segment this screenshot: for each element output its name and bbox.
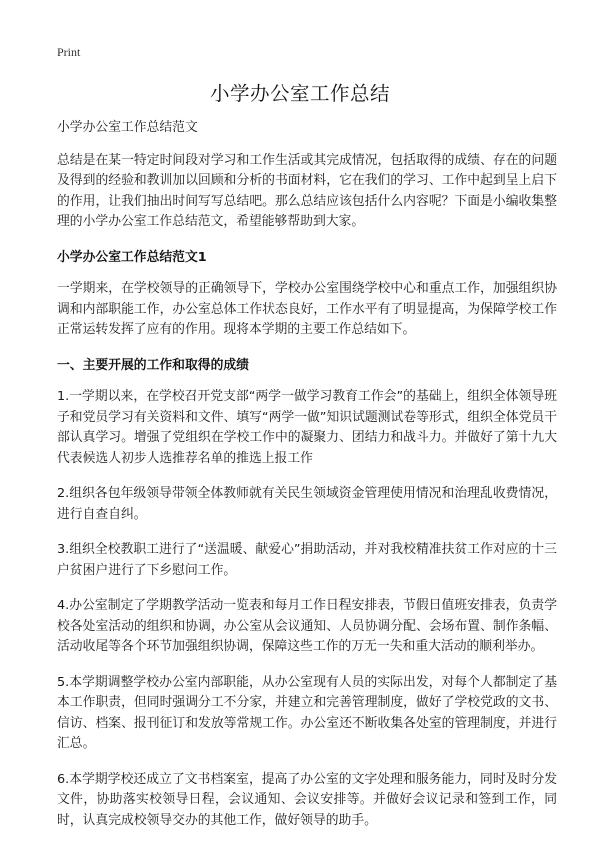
document-title: 小学办公室工作总结 [209, 82, 390, 105]
work-item-2: 2.组织各包年级领导带领全体教师就有关民生领域资金管理使用情况和治理乱收费情况，进行自查自纠。 [57, 486, 557, 522]
part-heading: 一、主要开展的工作和取得的成绩 [57, 357, 249, 373]
section-intro-paragraph: 一学期来，在学校领导的正确领导下，学校办公室围绕学校中心和重点工作，加强组织协调和内部职能工作，办公室总体工作状态良好，工作水平有了明显提高，为保障学校工作正常运转发挥了应有的作用。现将本学期的主要工作总结如下。 [57, 281, 557, 337]
work-item-6: 6.本学期学校还成立了文书档案室，提高了办公室的文字处理和服务能力，同时及时分发文件，协助落实校领导日程，会议通知、会议安排等。并做好会议记录和签到工作，同时，认真完成校领导交办的其他工作，做好领导的助手。 [57, 771, 557, 828]
document-body [57, 118, 557, 846]
print-link[interactable]: Print [57, 45, 81, 59]
intro-paragraph: 总结是在某一特定时间段对学习和工作生活或其完成情况，包括取得的成绩、存在的问题及得到的经验和教训加以回顾和分析的书面材料，它在我们的学习、工作中起到呈上启下的作用，让我们抽出时间写写总结吧。那么总结应该包括什么内容呢？下面是小编收集整理的小学办公室工作总结范文，希望能够帮助到大家。 [57, 152, 557, 229]
work-item-4: 4.办公室制定了学期教学活动一览表和每月工作日程安排表，节假日值班安排表，负责学校各处室活动的组织和协调，办公室从会议通知、人员协调分配、会场布置、制作条幅、活动收尾等各个环节加强组织协调，保障这些工作的万无一失和重大活动的顺利举办。 [57, 598, 557, 654]
section-heading: 小学办公室工作总结范文1 [57, 249, 207, 265]
work-item-3: 3.组织全校教职工进行了“送温暖、献爱心”捐助活动，并对我校精准扶贫工作对应的十三户贫困户进行了下乡慰问工作。 [57, 542, 557, 578]
document-subtitle: 小学办公室工作总结范文 [57, 120, 198, 135]
work-item-1: 1.一学期以来，在学校召开党支部“两学一做学习教育工作会”的基础上，组织全体领导班子和党员学习有关资料和文件、填写“两学一做”知识试题测试卷等形式，组织全体党员干部认真学习。增强了党组织在学校工作中的凝聚力、团结力和战斗力。并做好了第十九大代表候选人初步人选推荐名单的推选上报工作 [57, 389, 557, 466]
work-item-5: 5.本学期调整学校办公室内部职能，从办公室现有人员的实际出发，对每个人都制定了基本工作职责，但同时强调分工不分家，并建立和完善管理制度，做好了学校党政的文书、信访、档案、报刊征订和发放等常规工作。办公室还不断收集各处室的管理制度，并进行汇总。 [57, 674, 557, 751]
